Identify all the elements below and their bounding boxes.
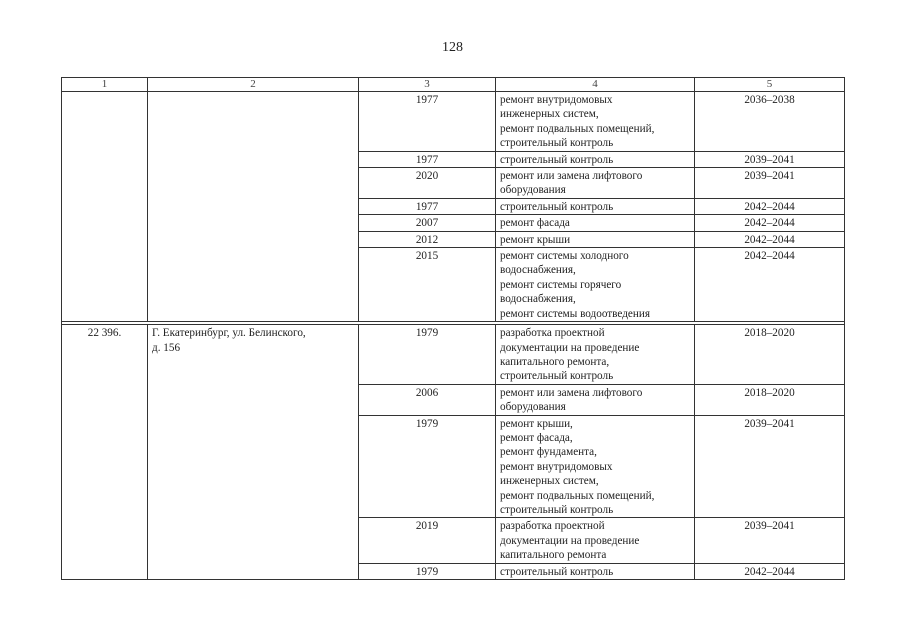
period-cell: 2018–2020 [695, 384, 845, 415]
work-type-line: ремонт фасада [500, 217, 570, 230]
work-type-line: строительный контроль [500, 565, 614, 578]
table-header-row [62, 78, 845, 92]
work-type-line: ремонт фундамента, [500, 446, 597, 459]
work-type-cell [496, 563, 695, 579]
work-type-line: строительный контроль [500, 370, 614, 383]
period-cell: 2042–2044 [695, 215, 845, 231]
object-number-cell: 22 396. [62, 325, 148, 580]
period-cell: 2039–2041 [695, 518, 845, 563]
period-cell: 2042–2044 [695, 563, 845, 579]
work-type-cell [496, 168, 695, 199]
column-header-4: 4 [496, 78, 695, 92]
work-type-line: документации на проведение [500, 341, 640, 354]
work-type-line: ремонт системы холодного [500, 250, 629, 263]
year-cell: 1977 [359, 92, 496, 152]
period-cell: 2042–2044 [695, 198, 845, 214]
work-type-line: оборудования [500, 401, 566, 414]
work-type-cell [496, 518, 695, 563]
period-cell: 2042–2044 [695, 231, 845, 247]
table-row [62, 325, 845, 385]
object-number-cell [62, 92, 148, 322]
work-type-line: ремонт фасада, [500, 431, 573, 444]
work-type-line: ремонт внутридомовых [500, 460, 613, 473]
period-cell: 2018–2020 [695, 325, 845, 385]
year-cell: 1979 [359, 325, 496, 385]
work-type-line: ремонт крыши, [500, 417, 573, 430]
work-type-line: инженерных систем, [500, 475, 599, 488]
year-cell: 2019 [359, 518, 496, 563]
work-type-cell [496, 384, 695, 415]
work-type-line: строительный контроль [500, 153, 614, 166]
work-type-line: разработка проектной [500, 520, 605, 533]
work-type-line: строительный контроль [500, 137, 614, 150]
table-row [62, 92, 845, 152]
work-type-line: водоснабжения, [500, 264, 576, 277]
year-cell: 2007 [359, 215, 496, 231]
work-type-cell [496, 415, 695, 518]
work-type-line: оборудования [500, 184, 566, 197]
year-cell: 2015 [359, 248, 496, 322]
work-type-line: строительный контроль [500, 200, 614, 213]
work-type-line: капитального ремонта, [500, 355, 610, 368]
year-cell: 1977 [359, 198, 496, 214]
work-type-cell [496, 215, 695, 231]
work-type-line: ремонт системы водоотведения [500, 307, 650, 320]
year-cell: 2012 [359, 231, 496, 247]
work-type-line: водоснабжения, [500, 293, 576, 306]
address-line: д. 156 [152, 341, 181, 354]
work-type-line: ремонт подвальных помещений, [500, 489, 655, 502]
column-header-5: 5 [695, 78, 845, 92]
address-cell [148, 92, 359, 322]
work-type-line: ремонт подвальных помещений, [500, 122, 655, 135]
period-cell: 2039–2041 [695, 168, 845, 199]
work-type-cell [496, 325, 695, 385]
year-cell: 2006 [359, 384, 496, 415]
period-cell: 2039–2041 [695, 415, 845, 518]
work-type-line: разработка проектной [500, 327, 605, 340]
column-header-1: 1 [62, 78, 148, 92]
repair-schedule-table [61, 77, 844, 580]
column-header-2: 2 [148, 78, 359, 92]
work-type-cell [496, 198, 695, 214]
work-type-cell [496, 231, 695, 247]
period-cell: 2042–2044 [695, 248, 845, 322]
work-type-line: ремонт или замена лифтового [500, 170, 643, 183]
work-type-cell [496, 248, 695, 322]
work-type-line: ремонт системы горячего [500, 278, 622, 291]
work-type-cell [496, 92, 695, 152]
work-type-line: ремонт крыши [500, 233, 571, 246]
address-cell [148, 325, 359, 580]
work-type-line: строительный контроль [500, 503, 614, 516]
year-cell: 1979 [359, 563, 496, 579]
work-type-cell [496, 151, 695, 167]
year-cell: 1979 [359, 415, 496, 518]
year-cell: 2020 [359, 168, 496, 199]
work-type-line: документации на проведение [500, 534, 640, 547]
period-cell: 2036–2038 [695, 92, 845, 152]
period-cell: 2039–2041 [695, 151, 845, 167]
work-type-line: капитального ремонта [500, 549, 607, 562]
work-type-line: ремонт или замена лифтового [500, 386, 643, 399]
column-header-3: 3 [359, 78, 496, 92]
year-cell: 1977 [359, 151, 496, 167]
address-line: Г. Екатеринбург, ул. Белинского, [152, 327, 306, 340]
page-number: 128 [442, 40, 463, 55]
work-type-line: инженерных систем, [500, 108, 599, 121]
work-type-line: ремонт внутридомовых [500, 94, 613, 106]
